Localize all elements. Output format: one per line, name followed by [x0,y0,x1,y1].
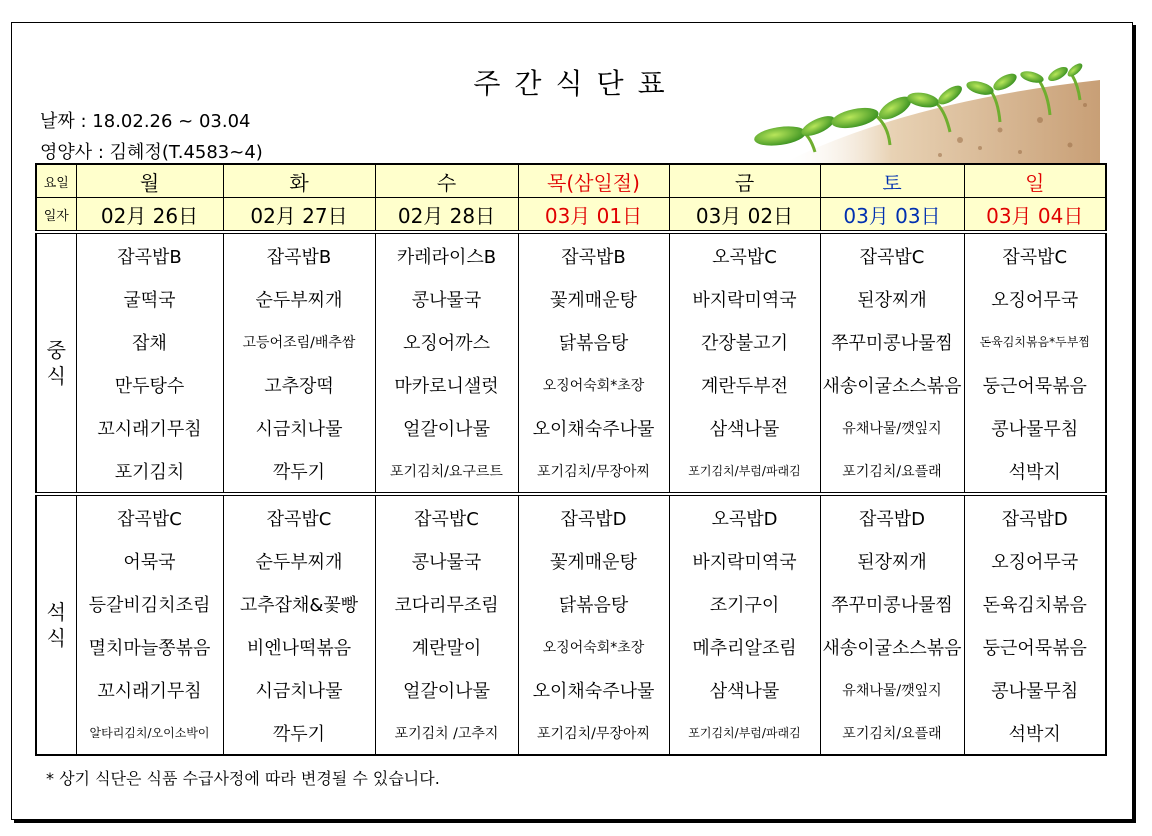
menu-item-cell: 잡곡밥C [964,232,1106,277]
menu-item-cell: 쭈꾸미콩나물찜 [820,582,964,625]
menu-item-cell: 오징어무국 [964,277,1106,320]
menu-item-cell: 잡곡밥C [223,494,375,539]
date-label-cell: 일자 [36,198,76,233]
menu-item-cell: 오징어숙회*초장 [518,625,669,668]
menu-item-cell: 포기김치 [76,449,223,494]
menu-item-cell: 등갈비김치조림 [76,582,223,625]
page-title: 주간식단표 [473,67,679,100]
menu-item-cell: 어묵국 [76,539,223,582]
date-cell: 03月 03日 [820,198,964,233]
menu-item-cell: 고추장떡 [223,363,375,406]
lunch-row [36,406,1106,449]
dinner-row [36,625,1106,668]
date-cell: 03月 04日 [964,198,1106,233]
menu-item-cell: 계란말이 [375,625,518,668]
menu-item-cell: 포기김치/부럼/파래김 [669,711,820,755]
lunch-row [36,449,1106,494]
date-cell: 02月 27日 [223,198,375,233]
menu-item-cell: 고등어조림/배추쌈 [223,320,375,363]
date-header-row [36,198,1106,233]
menu-item-cell: 마카로니샐럿 [375,363,518,406]
dinner-row [36,668,1106,711]
menu-item-cell: 꼬시래기무침 [76,668,223,711]
footnote: * 상기 식단은 식품 수급사정에 따라 변경될 수 있습니다. [46,769,440,788]
menu-item-cell: 멸치마늘쫑볶음 [76,625,223,668]
menu-item-cell: 잡곡밥B [223,232,375,277]
menu-item-cell: 콩나물국 [375,539,518,582]
menu-item-cell: 계란두부전 [669,363,820,406]
menu-item-cell: 쭈꾸미콩나물찜 [820,320,964,363]
menu-item-cell: 잡채 [76,320,223,363]
seedling-sprouts-icon [740,60,1100,165]
menu-item-cell: 삼색나물 [669,668,820,711]
menu-item-cell: 오곡밥D [669,494,820,539]
menu-item-cell: 새송이굴소스볶음 [820,625,964,668]
weekday-cell: 토 [820,164,964,198]
weekday-cell: 화 [223,164,375,198]
menu-item-cell: 포기김치/요플래 [820,449,964,494]
menu-item-cell: 돈육김치볶음 [964,582,1106,625]
menu-item-cell: 석박지 [964,711,1106,755]
menu-item-cell: 돈육김치볶음*두부찜 [964,320,1106,363]
day-label-cell: 요일 [36,164,76,198]
menu-item-cell: 조기구이 [669,582,820,625]
menu-item-cell: 깍두기 [223,711,375,755]
menu-item-cell: 꽃게매운탕 [518,277,669,320]
menu-item-cell: 알타리김치/오이소박이 [76,711,223,755]
menu-item-cell: 꼬시래기무침 [76,406,223,449]
menu-item-cell: 오곡밥C [669,232,820,277]
dinner-row [36,539,1106,582]
menu-item-cell: 새송이굴소스볶음 [820,363,964,406]
menu-item-cell: 잡곡밥B [518,232,669,277]
menu-item-cell: 석박지 [964,449,1106,494]
menu-item-cell: 포기김치/요플래 [820,711,964,755]
menu-item-cell: 코다리무조림 [375,582,518,625]
menu-item-cell: 잡곡밥D [518,494,669,539]
lunch-section-label [36,232,76,494]
lunch-row [36,363,1106,406]
menu-item-cell: 순두부찌개 [223,277,375,320]
menu-item-cell: 콩나물무침 [964,406,1106,449]
menu-item-cell: 콩나물무침 [964,668,1106,711]
lunch-row [36,277,1106,320]
menu-item-cell: 잡곡밥B [76,232,223,277]
menu-item-cell: 시금치나물 [223,406,375,449]
dietitian-info: 영양사 : 김혜정(T.4583~4) [40,142,263,163]
menu-item-cell: 오징어숙회*초장 [518,363,669,406]
menu-item-cell: 둥근어묵볶음 [964,625,1106,668]
weekday-cell: 금 [669,164,820,198]
day-header-row [36,164,1106,198]
dinner-label-char: 식 [46,626,66,650]
menu-item-cell: 닭볶음탕 [518,320,669,363]
menu-item-cell: 잡곡밥C [76,494,223,539]
menu-item-cell: 포기김치/요구르트 [375,449,518,494]
menu-item-cell: 닭볶음탕 [518,582,669,625]
date-cell: 02月 28日 [375,198,518,233]
menu-item-cell: 고추잡채&꽃빵 [223,582,375,625]
dinner-label-char: 석 [46,600,66,624]
menu-item-cell: 유채나물/깻잎지 [820,668,964,711]
menu-item-cell: 잡곡밥D [964,494,1106,539]
menu-item-cell: 포기김치/부럼/파래김 [669,449,820,494]
menu-item-cell: 꽃게매운탕 [518,539,669,582]
menu-item-cell: 바지락미역국 [669,277,820,320]
dinner-row [36,494,1106,539]
weekday-cell: 월 [76,164,223,198]
weekday-cell: 목(삼일절) [518,164,669,198]
menu-item-cell: 오징어무국 [964,539,1106,582]
dinner-section-label [36,494,76,755]
menu-item-cell: 얼갈이나물 [375,406,518,449]
menu-item-cell: 포기김치 /고추지 [375,711,518,755]
menu-item-cell: 유채나물/깻잎지 [820,406,964,449]
weekday-cell: 수 [375,164,518,198]
lunch-label-char: 식 [46,364,66,388]
menu-item-cell: 오징어까스 [375,320,518,363]
menu-item-cell: 오이채숙주나물 [518,406,669,449]
menu-item-cell: 메추리알조림 [669,625,820,668]
date-range: 날짜 : 18.02.26 ~ 03.04 [40,111,251,132]
lunch-row [36,232,1106,277]
menu-item-cell: 비엔나떡볶음 [223,625,375,668]
dinner-row [36,711,1106,755]
date-cell: 03月 02日 [669,198,820,233]
menu-item-cell: 된장찌개 [820,277,964,320]
lunch-row [36,320,1106,363]
menu-item-cell: 잡곡밥D [820,494,964,539]
menu-item-cell: 시금치나물 [223,668,375,711]
menu-item-cell: 깍두기 [223,449,375,494]
menu-item-cell: 삼색나물 [669,406,820,449]
menu-item-cell: 콩나물국 [375,277,518,320]
menu-item-cell: 잡곡밥C [375,494,518,539]
weekday-cell: 일 [964,164,1106,198]
menu-item-cell: 굴떡국 [76,277,223,320]
menu-item-cell: 얼갈이나물 [375,668,518,711]
menu-item-cell: 순두부찌개 [223,539,375,582]
date-cell: 03月 01日 [518,198,669,233]
menu-item-cell: 카레라이스B [375,232,518,277]
menu-item-cell: 오이채숙주나물 [518,668,669,711]
weekly-menu-table [35,163,1107,756]
menu-item-cell: 된장찌개 [820,539,964,582]
menu-item-cell: 바지락미역국 [669,539,820,582]
menu-item-cell: 포기김치/무장아찌 [518,711,669,755]
dinner-row [36,582,1106,625]
date-cell: 02月 26日 [76,198,223,233]
menu-item-cell: 만두탕수 [76,363,223,406]
lunch-label-char: 중 [46,338,66,362]
menu-item-cell: 둥근어묵볶음 [964,363,1106,406]
menu-item-cell: 간장불고기 [669,320,820,363]
menu-item-cell: 포기김치/무장아찌 [518,449,669,494]
menu-item-cell: 잡곡밥C [820,232,964,277]
